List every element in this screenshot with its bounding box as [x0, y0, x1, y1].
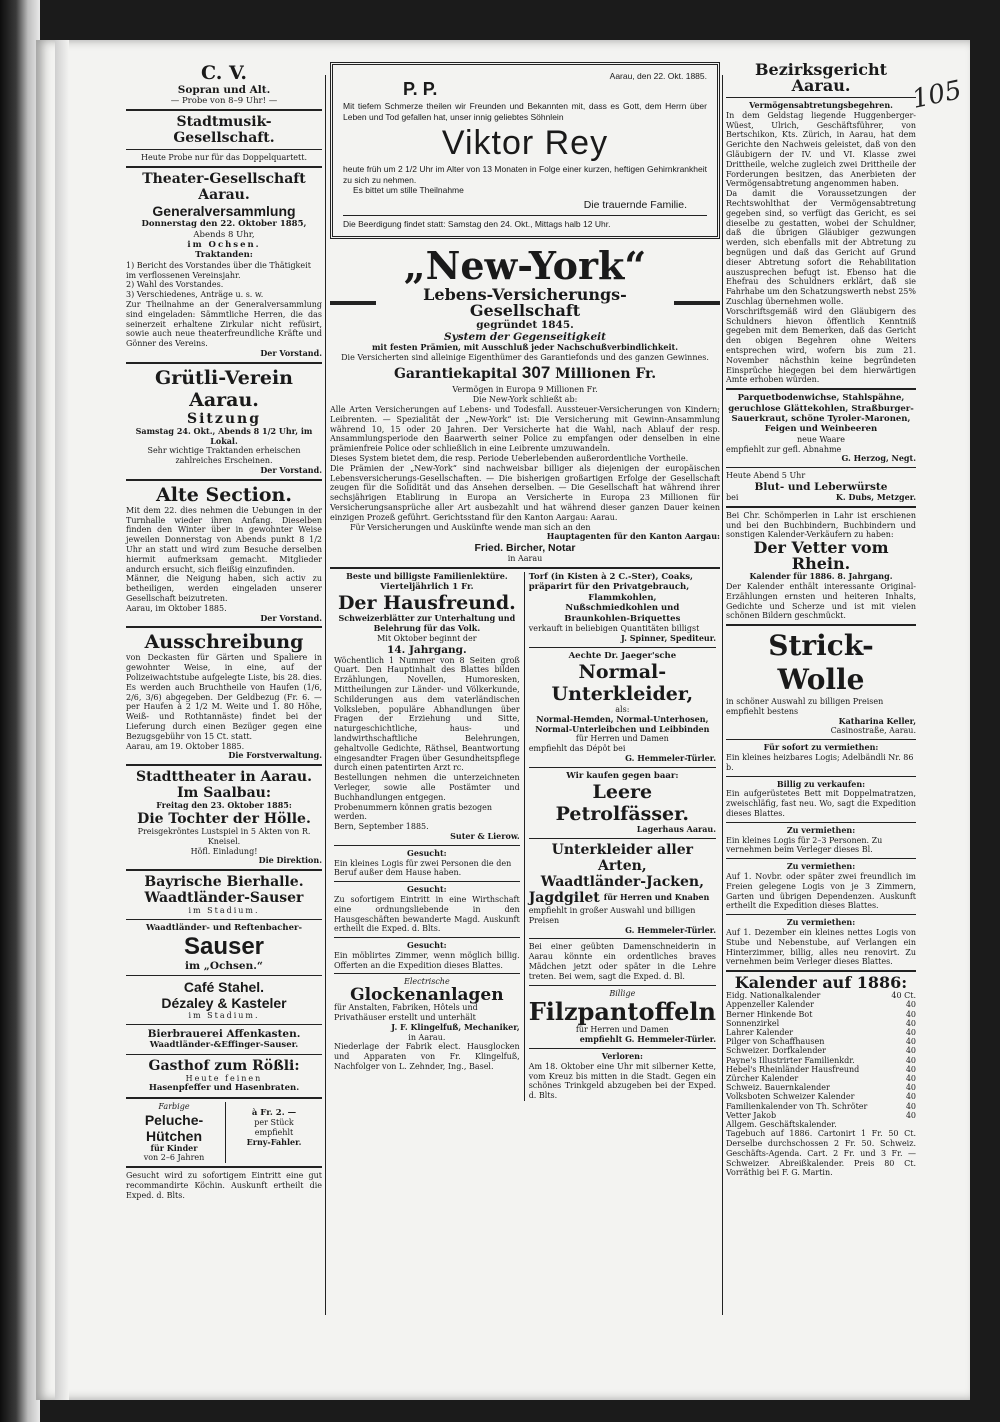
- torf-flamm: Flammkohlen,: [588, 592, 657, 603]
- petrolfaesser-title: Leere Petrolfässer.: [555, 781, 690, 826]
- vetter-title: Der Vetter vom Rhein.: [753, 538, 889, 574]
- book-spine: [0, 0, 40, 1422]
- kalender-row: [726, 1000, 916, 1009]
- gv-time: Abends 8 Uhr,: [193, 229, 255, 240]
- hausfreund-title: Der Hausfreund.: [337, 592, 516, 615]
- torf-column: [524, 572, 720, 1101]
- torf-braun: Braunkohlen-Briquettes: [564, 613, 681, 624]
- kalender-name: Berner Hinkende Bot: [726, 1009, 813, 1019]
- filzpantoffeln-title: Filzpantoffeln: [528, 997, 716, 1027]
- sauser-title: Sauser: [183, 933, 265, 961]
- verkaufen-text: Ein aufgerüstetes Bett mit Doppelmatratzen, zweischläfig, fast neu. Wo, sagt die Expedition dieses Blattes.: [726, 789, 916, 819]
- hausfreund-jahrgang: 14. Jahrgang.: [387, 643, 467, 656]
- sitzung-text: Sehr wichtige Traktanden erheischen zahlreiches Erscheinen.: [147, 446, 301, 466]
- kalender-price: 40: [905, 1064, 916, 1074]
- peluche-title: Peluche-: [144, 1111, 204, 1128]
- hausfreund-sub: Schweizerblätter zur Unterhaltung und Belehrung für das Volk.: [338, 613, 516, 633]
- glocken-text: für Anstalten, Fabriken, Hôtels und Privathäuser erstellt und unterhält: [334, 1003, 478, 1023]
- blut-title: Blut- und Leberwürste: [754, 480, 888, 493]
- newyork-founded: gegründet 1845.: [476, 318, 574, 331]
- vermiethen-1-title: Für sofort zu vermiethen:: [763, 742, 879, 753]
- peluche-farbige: Farbige: [158, 1101, 190, 1111]
- newyork-p1: Die New-York schließt ab:: [472, 395, 578, 405]
- filz-firm: empfiehlt G. Hemmeler-Türler.: [579, 1034, 716, 1045]
- vorstand-signature-1: Der Vorstand.: [260, 348, 322, 358]
- kalender-name: Schweizer. Dorfkalender: [726, 1046, 826, 1056]
- kalender-name: Allgem. Geschäftskalender.: [726, 1120, 837, 1130]
- traktanden-text: Zur Theilnahme an der Generalversammlung sind eingeladen: Sämmtliche Herren, die das seinerzeit erhaltene Zirkular nicht refüsirt, sowie auch neue theaterfreundliche Kräfte und Gönner des Vereins.: [126, 300, 322, 349]
- kalender-title: Kalender auf 1886:: [734, 973, 908, 993]
- vetter-sub: Kalender für 1886. 8. Jahrgang.: [749, 571, 893, 582]
- kalender-row: [726, 991, 916, 1000]
- ausschreibung-text: von Deckasten für Gärten und Spaliere in gewohnter Weise, in eine, auf der Polizeiwachtstube aufgelegte Liste, bis 28. dies. Es werden auch Bruchtheile von Haufen (1/6, 2/6, 3/6) abgegeben. Der Geldbezug (Fr. 6. — per Haufen à 2 1/2 M. Weite und 1. 80 Höhe, Weiß- und Rothtannäste) findet bei der Lieferung durch einen Bezüger gegen eine Bezugsgebühr von 15 Ct. statt.: [126, 653, 322, 741]
- gesucht-2-text: Zu sofortigem Eintritt in eine Wirthschaft eine ordnungsliebende in den Hausgeschäften bewanderte Magd. Auskunft ertheilt die Exped. d. Blts.: [334, 894, 520, 934]
- newyork-agent-label: Hauptagenten für den Kanton Aargau:: [546, 531, 720, 542]
- newyork-p4: Die Prämien der „New-York“ sind nachweisbar billiger als diejenigen der europäischen Lebensversicherungs-Gesellschaften. — Die bisherigen großartigen Erfolge der Gesellschaft zeugen für die Solidität und das Ansehen derselben. — Die Gesellschaft hat während ihrer sechsjährigen Etablirung in Europa an Versicherte in Europa 23 Millionen für Versicherungsansprüche aller Art ausbezahlt und hat während dieser ganzen Dauer keinen einzigen Prozeß geführt. Gerichtsstand für den Kanton Aargau: Aarau.: [330, 463, 720, 522]
- bierbrauerei-title: Bierbrauerei Affenkasten.: [147, 1028, 301, 1041]
- kalender-name: Schweiz. Bauernkalender: [726, 1083, 830, 1093]
- kalender-name: Familienkalender von Th. Schröter: [726, 1101, 868, 1111]
- stadttheater-play: Die Tochter der Hölle.: [137, 810, 311, 827]
- gv-place: im Ochsen.: [187, 240, 261, 251]
- stadttheater-text: Preisgekröntes Lustspiel in 5 Akten von R. Kneisel.: [137, 826, 311, 846]
- newyork-praemien: mit festen Prämien, mit Ausschluß jeder Nachschußverbindlichkeit.: [371, 341, 679, 352]
- kalender-name: Eidg. Nationalkalender: [726, 991, 821, 1001]
- kalender-row: [726, 1092, 916, 1101]
- gv-date: Donnerstag den 22. Oktober 1885,: [141, 219, 307, 230]
- newyork-system: System der Gegenseitigkeit: [444, 330, 606, 343]
- cafe-stahel-title: Café Stahel.: [183, 979, 265, 996]
- gesucht-1-text: Ein kleines Logis für zwei Personen die den Beruf außer dem Hause haben.: [334, 858, 512, 878]
- kaufen-label: Wir kaufen gegen baar:: [566, 770, 679, 781]
- strickwolle-title: Strick-Wolle: [768, 629, 874, 697]
- hausfreund-oktober: Mit Oktober beginnt der: [377, 633, 477, 643]
- peluche-jahre: von 2–6 Jahren: [143, 1153, 205, 1163]
- kalender-price: 40 Ct.: [891, 991, 916, 1001]
- middle-two-columns: [330, 572, 720, 1101]
- kalender-price: 40: [905, 1083, 916, 1093]
- death-pp: P. P.: [403, 79, 438, 100]
- kapital-value: 307: [521, 363, 551, 383]
- kalender-price: 40: [905, 1028, 916, 1038]
- jaeger-title: Aechte Dr. Jaeger'sche: [568, 650, 677, 661]
- newyork-subtitle: Lebens-Versicherungs-Gesellschaft: [423, 284, 627, 320]
- ochsen-label: im „Ochsen.“: [185, 960, 263, 973]
- column-rule-left: [325, 75, 326, 1315]
- torf-nuss: Nußschmiedkohlen und: [565, 603, 680, 614]
- newyork-title: „New-York“: [403, 242, 647, 288]
- death-funeral: Die Beerdigung findet statt: Samstag den 24. Okt., Mittags halb 12 Uhr.: [343, 219, 611, 230]
- electrische-label: Electrische: [404, 977, 450, 987]
- newyork-europa: Vermögen in Europa 9 Millionen Fr.: [452, 385, 598, 395]
- traktandum-2: 2) Wahl des Vorstandes.: [126, 280, 224, 290]
- death-text-1: Mit tiefem Schmerze theilen wir Freunden und Bekannten mit, dass es Gott, dem Herrn über Leben und Tod gefallen hat, unser innig geliebtes Söhnlein: [343, 101, 707, 122]
- stadium-label-1: im Stadium.: [188, 906, 260, 916]
- dubs-firm: K. Dubs, Metzger.: [835, 491, 916, 502]
- parquet-firm: G. Herzog, Negt.: [841, 453, 916, 464]
- traktandum-1: 1) Bericht des Vorstandes über die Thätigkeit im verflossenen Vereinsjahr.: [126, 260, 311, 280]
- waadtlaender-sauser-title: Waadtländer-Sauser: [144, 890, 304, 907]
- death-family: Die trauernde Familie.: [583, 199, 687, 212]
- torf-text: verkauft in beliebigen Quantitäten billigst: [528, 624, 700, 634]
- kalender-price: 40: [905, 1037, 916, 1047]
- kalender-name: Lahrer Kalender: [726, 1028, 794, 1038]
- kapital-unit: Millionen Fr.: [555, 366, 657, 383]
- glocken-place: in Aarau.: [408, 1032, 446, 1042]
- newyork-versicherten: Die Versicherten sind alleinige Eigenthümer des Garantiefonds und des ganzen Gewinnes.: [341, 352, 709, 362]
- newyork-p2: Alle Arten Versicherungen auf Lebens- und Todesfall. Aussteuer-Versicherungen von Kindern; Leibrenten. — Spezialität der „New-York“ ist: Die Versicherung mit Gewinn-Ansammlung während 10, 15 oder 20 Jahren. Der Versicherte hat die Wahl, nach Ablauf der resp. Ansammlungsperiode den Baarwerth seiner Police zu empfangen oder denselben in eine prämienfreie Police oder schließlich in eine Leibrente umzuwandeln.: [330, 405, 720, 454]
- normal-unterkleider-title: Normal-Unterkleider,: [551, 661, 694, 706]
- filz-sub: für Herren und Damen: [575, 1025, 669, 1035]
- koechin-ad: Gesucht wird zu sofortigem Eintritt eine gut recommandirte Köchin. Auskunft ertheilt die Exped. d. Blts.: [126, 1171, 322, 1200]
- kalender-price: 40: [905, 1018, 916, 1028]
- kalender-row: [726, 1046, 916, 1055]
- glockenanlagen-title: Glockenanlagen: [350, 985, 504, 1006]
- forstverwaltung-signature: Die Forstverwaltung.: [228, 750, 322, 761]
- jagdgilet-sub: für Herren und Knaben: [603, 892, 710, 903]
- normal-depot: empfiehlt das Dépôt bei: [528, 744, 626, 754]
- jagdgilet-text: empfiehlt in großer Auswahl und billigen Preisen: [528, 906, 696, 925]
- peluche-ad: [126, 1102, 322, 1163]
- jagdgilet-title: Jagdgilet: [528, 890, 600, 906]
- peluche-per-stueck: per Stück: [254, 1118, 294, 1128]
- hausfreund-text-3: Probenummern können gratis bezogen werden.: [334, 802, 493, 822]
- kalender-price: 40: [905, 1110, 916, 1120]
- newyork-kapital: [330, 365, 720, 382]
- normal-als: als:: [615, 705, 630, 715]
- folio-number: 105: [909, 75, 965, 115]
- torf-firm: J. Spinner, Spediteur.: [620, 632, 716, 643]
- sitzung-title: Sitzung: [187, 410, 261, 427]
- glocken-firm: J. F. Klingelfuß, Mechaniker,: [391, 1021, 520, 1032]
- hausfreund-text-2: Bestellungen nehmen die unterzeichneten Verleger, sowie alle Postämter und Buchhandlungen entgegen.: [334, 773, 520, 802]
- bierhalle-title: Bayrische Bierhalle.: [144, 874, 304, 891]
- kalender-text: Tagebuch auf 1886. Cartonirt 1 Fr. 50 Ct. Derselbe durchschossen 2 Fr. 50. Schweiz. Geschäfts-Agenda. Cart. 2 Fr. und 3 Fr. — Schweizer. Abreißkalender. Preis 80 Ct. Vorräthig bei F. G. Martin.: [726, 1129, 916, 1178]
- vorstand-signature-3: Der Vorstand.: [260, 612, 322, 623]
- stadtmusik-title: Stadtmusik-Gesellschaft.: [173, 114, 275, 147]
- newyork-agent: Fried. Bircher, Notar: [474, 542, 576, 555]
- peluche-empfiehlt: empfiehlt: [254, 1127, 294, 1137]
- kalender-name: Payne's Illustrirter Familienkdr.: [726, 1055, 855, 1065]
- roessli-title: Gasthof zum Rößli:: [148, 1057, 300, 1074]
- parquet-list: Parquetbodenwichse, Stahlspähne, geruchlose Glättekohlen, Straßburger-Sauerkraut, schöne Tyroler-Maronen, Feigen und Weinbeeren: [728, 393, 914, 435]
- kalender-name: Sonnenzirkel: [726, 1018, 780, 1028]
- kalender-row: [726, 1074, 916, 1083]
- kalender-row: [726, 1028, 916, 1037]
- kalender-price: 40: [905, 1092, 916, 1102]
- bezirksgericht-title: Bezirksgericht Aarau.: [754, 60, 888, 95]
- cv-title: C. V.: [200, 62, 248, 84]
- kalender-price: 40: [905, 1000, 916, 1010]
- vermiethen-1-text: Ein kleines heizbares Logis; Adelbändli Nr. 86 b.: [726, 753, 914, 772]
- alte-section-text-2: Männer, die Neigung haben, sich activ zu betheiligen, werden eingeladen unserer Gesellschaft beizutreten.: [126, 574, 322, 603]
- kalender-row: [726, 1111, 916, 1120]
- abtretung-title: Vermögensabtretungsbegehren.: [749, 100, 893, 110]
- keller-place: Casinostraße, Aarau.: [830, 726, 916, 736]
- hausfreund-text: Wöchentlich 1 Nummer von 8 Seiten groß Quart. Den Hauptinhalt des Blattes bilden Erzählungen, Novellen, Humoresken, Mittheilungen zur Länder- und Völkerkunde, Schilderungen aus dem vaterländischen Volksleben, populäre Abhandlungen über Fragen der Erziehung und Sitte, naturgeschichtliche, haus- und landwirthschaftliche Belehrungen, gehaltvolle Gedichte, Räthsel, Beantwortung eingesandter Fragen über Gesundheitspflege durch einen patentirten Arzt rc.: [334, 655, 520, 773]
- cv-probe: — Probe von 8–9 Uhr! —: [170, 96, 278, 106]
- death-name: Viktor Rey: [441, 124, 609, 163]
- kalender-name: Pilger von Schaffhausen: [726, 1037, 825, 1047]
- middle-column: [330, 62, 720, 1101]
- death-notice: [330, 62, 720, 239]
- vorstand-signature-2: Der Vorstand.: [260, 464, 322, 475]
- kalender-row: [726, 1065, 916, 1074]
- newyork-subtitle-row: [330, 284, 720, 320]
- heute-abend: Heute Abend 5 Uhr: [726, 471, 806, 481]
- kalender-row: [726, 1010, 916, 1019]
- blut-by: bei: [726, 492, 739, 502]
- hausfreund-place: Bern, September 1885.: [334, 822, 429, 832]
- sitzung-date: Samstag 24. Okt., Abends 8 1/2 Uhr, im Lokal.: [135, 425, 313, 446]
- kalender-row: [726, 1102, 916, 1111]
- peluche-kinder: für Kinder: [150, 1142, 198, 1153]
- glocken-text-2: Niederlage der Fabrik elect. Hausglocken und Apparaten von Fr. Klingelfuß, Nachfolger von L. Zehnder, Ing., Basel.: [334, 1042, 520, 1072]
- kalender-price: 40: [905, 1046, 916, 1056]
- roessli-sub: Heute feinen: [185, 1073, 263, 1083]
- death-text-2: heute früh um 2 1/2 Uhr im Alter von 13 Monaten in Folge einer kurzen, heftigen Gehirnkrankheit zu sich zu nehmen.: [343, 164, 707, 185]
- vermiethen-4-text: Auf 1. Novbr. oder später zwei freundlich im Freien gelegene Logis von je 3 Zimmern, Garten und übrigen Dependenzen. Auskunft ertheilt die Expedition dieses Blattes.: [726, 872, 916, 911]
- peluche-price: à Fr. 2. —: [251, 1107, 297, 1118]
- ausschreibung-title: Ausschreibung: [144, 631, 304, 654]
- stadium-label-2: im Stadium.: [188, 1011, 260, 1021]
- normal-depot-firm: G. Hemmeler-Türler.: [625, 753, 716, 763]
- waadtlaender-reftenbacher: Waadtländer- und Reftenbacher-: [145, 922, 303, 933]
- kalender-name: Hebel's Rheinländer Hausfreund: [726, 1064, 860, 1074]
- traktanden-label: Traktanden:: [195, 250, 253, 261]
- stadttheater-invite: Höfl. Einladung!: [190, 846, 258, 856]
- newyork-agent-place: in Aarau: [507, 554, 543, 564]
- gesucht-2-title: Gesucht:: [407, 884, 447, 895]
- hausfreund-column: [330, 572, 524, 1101]
- theater-title: Theater-Gesellschaft Aarau.: [142, 171, 306, 204]
- stadttheater-date: Freitag den 23. Oktober 1885:: [156, 800, 292, 811]
- right-column: [726, 62, 916, 1178]
- direktion-signature: Die Direktion.: [258, 855, 322, 866]
- normal-items: Normal-Hemden, Normal-Unterhosen, Normal-Unterleibchen und Leibbinden: [535, 713, 710, 734]
- kalender-row: [726, 1120, 916, 1129]
- parquet-neue: neue Waare: [797, 434, 845, 444]
- abtretung-text-3: Vorschriftsgemäß wird den Gläubigern des Schuldners hievon öffentlich Kenntniß gegeben mit dem Bemerken, daß das Gericht den obigen Begehren ohne Weiters entsprechen wird, wofern bis zum 21. November nächsthin keine begründeten Einsprüche hiegegen bei dem hierwärtigen Amte erhoben würden.: [726, 306, 916, 385]
- gruetli-title: Grütli-Verein Aarau.: [155, 366, 293, 411]
- jagdgilet-firm: G. Hemmeler-Türler.: [625, 924, 716, 935]
- waadtlaender-jacken-title: Waadtländer-Jacken,: [540, 874, 704, 890]
- alte-section-title: Alte Section.: [156, 483, 292, 506]
- left-column: [126, 62, 322, 1200]
- dezaley-title: Dézaley & Kasteler: [161, 995, 287, 1012]
- ausschreibung-place: Aarau, am 19. Oktober 1885.: [126, 741, 245, 751]
- huetchen-title: Hütchen: [146, 1127, 202, 1144]
- vermiethen-3-text: Ein kleines Logis für 2–3 Personen. Zu vernehmen beim Verleger dieses Bl.: [726, 835, 883, 855]
- strickwolle-text: in schöner Auswahl zu billigen Preisen empfiehlt bestens: [726, 697, 884, 716]
- traktandum-3: 3) Verschiedenes, Anträge u. s. w.: [126, 290, 264, 300]
- kalender-price: 40: [905, 1055, 916, 1065]
- jagdgilet-row: [529, 890, 716, 906]
- parquet-text: empfiehlt zur gefl. Abnahme: [726, 444, 842, 454]
- newyork-p5: Für Versicherungen und Auskünfte wende man sich an den: [350, 522, 591, 532]
- death-text-3: Es bittet um stille Theilnahme: [353, 185, 464, 196]
- gesucht-1-title: Gesucht:: [407, 847, 447, 858]
- kalender-price: 40: [905, 1009, 916, 1019]
- kalender-row: [726, 1019, 916, 1028]
- effinger-sauser: Waadtländer-&Effinger-Sauser.: [149, 1040, 299, 1051]
- hausfreund-publisher: Suter & Lierow.: [450, 830, 520, 841]
- hausfreund-price: Vierteljährlich 1 Fr.: [380, 581, 474, 592]
- hasen-text: Hasenpfeffer und Hasenbraten.: [148, 1083, 300, 1094]
- filz-billige: Billige: [609, 988, 636, 998]
- blut-row: [726, 493, 916, 503]
- kalender-list: [726, 991, 916, 1129]
- lahr-text: Bei Chr. Schömperlen in Lahr ist erschienen und bei den Buchbindern, Buchbindern und sonstigen Kalender-Verkäufern zu haben:: [726, 510, 916, 540]
- gv-title: Generalversammlung: [152, 203, 296, 220]
- verloren-text: Am 18. Oktober eine Uhr mit silberner Kette, vom Kreuz bis mitten in die Stadt. Gegen ein schönes Trinkgeld abzugeben bei der Exped. d. Blts.: [528, 1061, 716, 1101]
- kalender-row: [726, 1037, 916, 1046]
- alte-section-text: Mit dem 22. dies nehmen die Uebungen in der Turnhalle wieder ihren Anfang. Dieselben finden den Winter über in gewohnter Weise jeweilen Donnerstag von Abends punkt 8 1/2 Uhr an statt und wird zum Besuche derselben hiermit aufmerksam gemacht. Mitglieder andurch ersucht, sich fleißig einzufinden.: [126, 505, 322, 574]
- keller-firm: Katharina Keller,: [838, 715, 916, 726]
- alte-section-place: Aarau, im Oktober 1885.: [126, 603, 227, 613]
- vermiethen-5-text: Auf 1. Dezember ein kleines nettes Logis von Stube und Nebenstube, auf Verlangen ein Hinterzimmer, billig, alles neu renovirt. Zu vernehmen beim Verleger dieses Blattes.: [726, 928, 916, 967]
- lagerhaus-label: Lagerhaus Aarau.: [636, 824, 716, 835]
- death-place-date: Aarau, den 22. Okt. 1885.: [609, 71, 707, 81]
- stadttheater-title: Stadttheater in Aarau.: [136, 769, 312, 786]
- kalender-name: Volksboten Schweizer Kalender: [726, 1092, 855, 1102]
- gesucht-3-title: Gesucht:: [407, 940, 447, 951]
- stadtmusik-text: Heute Probe nur für das Doppelquartett.: [140, 153, 308, 163]
- unterkleider-title: Unterkleider aller Arten,: [551, 842, 693, 874]
- kapital-label: Garantiekapital: [393, 366, 518, 383]
- vermiethen-3-title: Zu vermiethen:: [786, 824, 856, 835]
- kalender-name: Vetter Jakob: [726, 1110, 777, 1120]
- vermiethen-4-title: Zu vermiethen:: [786, 861, 856, 872]
- damenschneiderin-text: Bei einer geübten Damenschneiderin in Aarau könnte ein ordentliches braves Mädchen jetzt oder später in die Lehre treten. Bei wem, sagt die Exped. d. Bl.: [528, 942, 716, 981]
- verloren-title: Verloren:: [601, 1050, 643, 1061]
- abtretung-text: In dem Geldstag liegende Huggenberger-Wüest, Ulrich, Geschäftsführer, von Bertschikon, Kts. Zürich, in Aarau, hat dem Gerichte den Nachweis geleistet, daß von den Gläubigern der IV. und VI. Klasse zwei Drittheile, welche zugleich zwei Drittheile der Forderungen besitzen, das Anerbieten der Vermögensabtretung angenommen haben.: [726, 110, 916, 189]
- hausfreund-head: Beste und billigste Familienlektüre.: [346, 570, 508, 581]
- kalender-row: [726, 1056, 916, 1065]
- column-rule-right: [722, 75, 723, 1315]
- newyork-p3: Dieses System bietet dem, die resp. Periode Ueberlebenden außerordentliche Vortheile.: [330, 454, 689, 464]
- vermiethen-5-title: Zu vermiethen:: [786, 917, 856, 928]
- normal-fuer: für Herren und Damen: [575, 734, 669, 744]
- kalender-row: [726, 1083, 916, 1092]
- cv-subtitle: Sopran und Alt.: [177, 84, 271, 96]
- kalender-price: 40: [905, 1074, 916, 1084]
- vetter-text: Der Kalender enthält interessante Original-Erzählungen ernsten und heiteren Inhalts, Gedichte und Scherze und ist mit vielen schönen Bildern geschmückt.: [726, 581, 916, 621]
- kalender-name: Zürcher Kalender: [726, 1074, 799, 1084]
- saalbau-label: Im Saalbau:: [176, 785, 271, 802]
- page-gutter: [55, 40, 69, 1400]
- gesucht-3-text: Ein möblirtes Zimmer, wenn möglich billig. Offerten an die Expedition dieses Blattes.: [334, 950, 520, 970]
- verkaufen-title: Billig zu verkaufen:: [776, 778, 866, 789]
- abtretung-text-2: Da damit die Voraussetzungen der Rechtswohlthat der Vermögensabtretung gegeben sind, so verfügt das Gericht, es sei dieselbe zu gestatten, wobei der Schuldner, daß die übrigen Gläubiger gezwungen werden, sich ebenfalls mit der Abtretung zu begnügen und daß das Gericht auf Grund dieser Abtretung sofort die Rehabilitation auszusprechen befugt ist. Ebenso hat die Ehefrau des Schuldners erklärt, daß sie Fahrhabe um den Schatzungswerth nebst 25% Zuschlag übernehmen wolle.: [726, 189, 916, 306]
- torf-title: Torf (in Kisten à 2 C.-Ster), Coaks, präparirt für den Privatgebrauch,: [528, 571, 693, 593]
- peluche-firm: Erny-Fahler.: [246, 1136, 302, 1147]
- kalender-price: 40: [905, 1101, 916, 1111]
- kalender-name: Appenzeller Kalender: [726, 1000, 814, 1010]
